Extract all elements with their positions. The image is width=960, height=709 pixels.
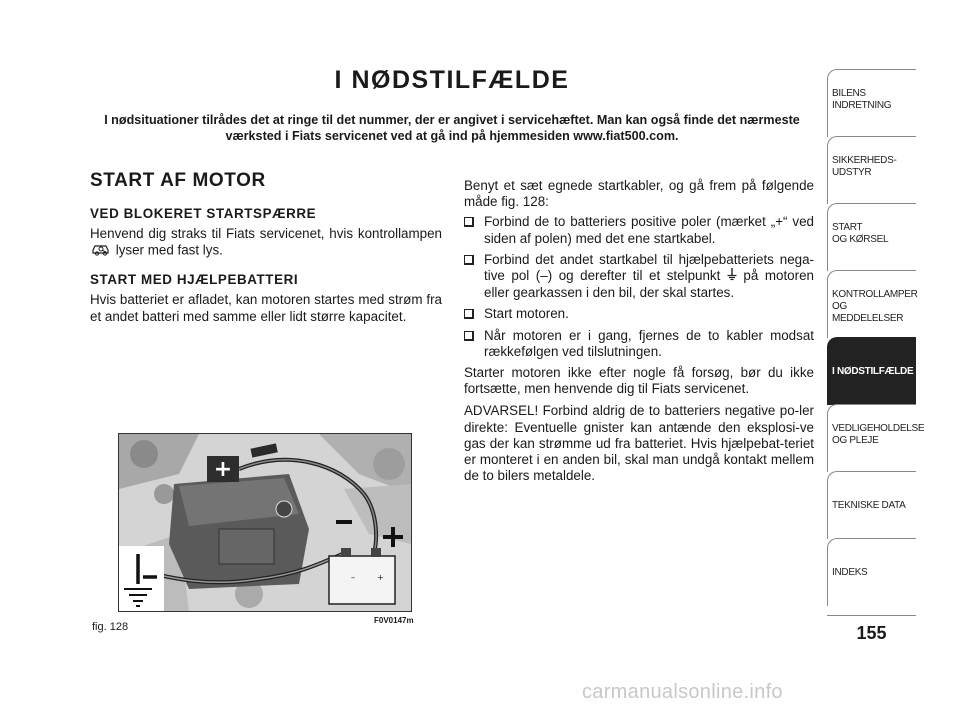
chapter-index-tabs [827, 70, 925, 606]
section-heading: START AF MOTOR [90, 170, 266, 191]
subheading-immobilizer: VED BLOKERET STARTSPÆRRE [90, 206, 317, 221]
right-column [464, 178, 814, 484]
list-item: Når motoren er i gang, fjernes de to kabler modsat rækkefølgen ved tilslutningen. [464, 328, 814, 360]
engine-battery-drawing [119, 434, 411, 611]
jump-start-illustration [118, 433, 412, 612]
immobilizer-text-b: lyser med fast lys. [115, 242, 223, 258]
svg-text:–: – [351, 573, 355, 582]
list-item: Forbind de to batteriers positive poler (mærket „+“ ved siden af polen) med det ene startkabel. [464, 214, 814, 246]
svg-text:+: + [377, 573, 384, 582]
tab-bilens-indretning[interactable]: BILENS INDRETNING [827, 69, 916, 137]
watermark: carmanualsonline.info [582, 681, 783, 703]
checkbox-bullet-icon [464, 217, 474, 227]
tab-tekniske-data[interactable]: TEKNISKE DATA [827, 471, 916, 539]
immobilizer-warning-icon [90, 242, 112, 260]
subheading-booster-battery: START MED HJÆLPEBATTERI [90, 272, 299, 288]
ground-icon [727, 268, 737, 285]
warning-paragraph: ADVARSEL! Forbind aldrig de to batteriers negative po-ler direkte: Eventuelle gnister kan antænde den eksplosi-ve gas der kan strømme ud fra batteriet. Hvis hjælpebat-teriet er monteret i en anden bil, skal man undgå kontakt mellem de to bilers metaldele. [464, 403, 814, 484]
tab-vedligeholdelse[interactable]: VEDLIGEHOLDELSE OG PLEJE [827, 404, 916, 472]
left-column [90, 170, 442, 325]
tab-start-og-korsel[interactable]: START OG KØRSEL [827, 203, 916, 271]
immobilizer-text-a: Henvend dig straks til Fiats servicenet, hvis kontrollampen [90, 226, 442, 241]
intro-text: I nødsituationer tilrådes det at ringe til det nummer, der er angivet i servicehæftet. Man kan også finde det nærmeste værksted i Fiats servicenet ved at gå ind på hjemmesiden www.fiat500.com. [104, 113, 800, 143]
tab-i-nodstilfaelde[interactable]: I NØDSTILFÆLDE [827, 337, 916, 405]
list-item: Start motoren. [464, 306, 814, 322]
tabs-bottom-divider [827, 615, 916, 616]
booster-paragraph: Hvis batteriet er afladet, kan motoren startes med strøm fra et andet batteri med samme eller lidt større kapacitet. [90, 292, 442, 324]
tab-indeks[interactable]: INDEKS [827, 538, 916, 606]
checkbox-bullet-icon [464, 309, 474, 319]
retry-paragraph: Starter motoren ikke efter nogle få forsøg, bør du ikke fortsætte, men henvende dig til Fiats servicenet. [464, 365, 814, 397]
figure-caption: fig. 128 [92, 621, 129, 633]
immobilizer-paragraph [90, 226, 442, 260]
cables-intro-paragraph: Benyt et sæt egnede startkabler, og gå frem på følgende måde fig. 128: [464, 178, 814, 210]
list-item: Forbind det andet startkabel til hjælpebatteriets nega-tive pol (–) og derefter til et stelpunkt på motoren eller gearkassen i den bil, der skal startes. [464, 252, 814, 302]
tab-sikkerhedsudstyr[interactable]: SIKKERHEDS- UDSTYR [827, 136, 916, 204]
svg-text:+: + [213, 457, 233, 482]
page-number: 155 [856, 623, 887, 643]
figure-code: F0V0147m [374, 616, 414, 625]
tab-kontrollamper[interactable]: KONTROLLAMPER OG MEDDELELSER [827, 270, 916, 338]
checkbox-bullet-icon [464, 255, 474, 265]
page-title: I NØDSTILFÆLDE [334, 66, 570, 94]
checkbox-bullet-icon [464, 331, 474, 341]
steps-list [464, 214, 814, 360]
